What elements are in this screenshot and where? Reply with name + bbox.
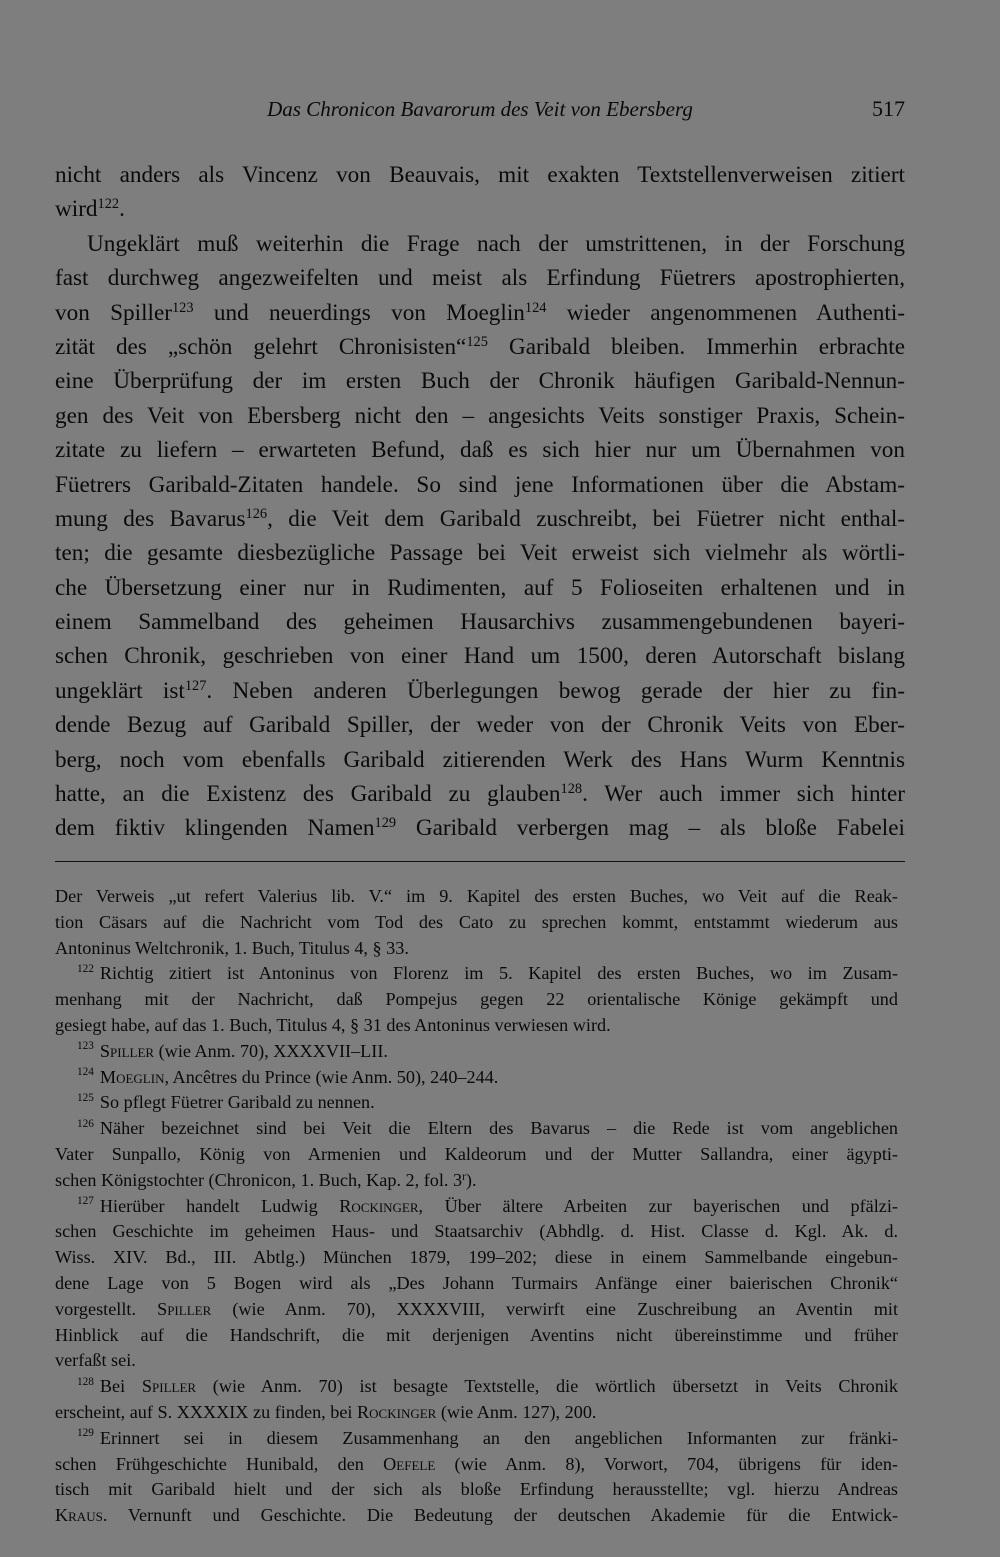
footnote-line: schen Frühgeschichte Hunibald, den Oefele (wie Anm. 8), Vorwort, 704, übrigens für iden- [55,1453,898,1474]
text-line: wird$^{122}$. [55,196,125,223]
footnote-126: $^{126}$ Näher bezeichnet sind bei Veit die Eltern des Bavarus – die Rede ist vom angeblichen [77,1117,898,1139]
text-line: fast durchweg angezweifelten und meist als Erfindung Füetrers apostrophierten, [55,265,905,292]
footnote-number: 129 [77,1427,94,1440]
footnote-ref: 122 [97,196,120,213]
footnote-line: vorgestellt. Spiller (wie Anm. 70), XXXXVIII, verwirft eine Zuschreibung an Aventin mit [55,1298,898,1319]
footnote-line: Wiss. XIV. Bd., III. Abtlg.) München 1879, 199–202; diese in einem Sammelbande eingebun- [55,1247,898,1268]
footnote-line: Hinblick auf die Handschrift, die mit derjenigen Aventins nicht übereinstimme und früher [55,1324,898,1345]
footnote-ref: 124 [524,299,547,316]
footnote-line: gesiegt habe, auf das 1. Buch, Titulus 4, § 31 des Antoninus verwiesen wird. [55,1014,611,1035]
author-name: Moeglin [99,1066,165,1087]
author-name: Kraus [55,1505,103,1526]
footnote-line: schen Geschichte im geheimen Haus- und Staatsarchiv (Abhdlg. d. Hist. Classe d. Kgl. Ak. d. [55,1221,898,1242]
footnote-number: 126 [77,1117,94,1130]
footnote-number: 123 [77,1040,94,1053]
running-title: Das Chronicon Bavarorum des Veit von Ebersberg [267,97,693,121]
footnote-ref: 128 [560,781,583,798]
footnote-127: $^{127}$ Hierüber handelt Ludwig Rockinger, Über ältere Arbeiten zur bayerischen und pfälzi- [77,1195,898,1216]
footnote-line: tion Cäsars auf die Nachricht vom Tod des Cato zu sprechen kommt, entstammt wiederum aus [55,911,898,932]
footnote-line: schen Königstochter (Chronicon, 1. Buch, Kap. 2, fol. 3$^r$). [55,1169,477,1190]
footnote-number: 124 [77,1066,94,1079]
text-line: zitate zu liefern – erwarteten Befund, daß es sich hier nur um Übernahmen von [55,437,905,464]
text-line: dem fiktiv klingenden Namen$^{129}$ Garibald verbergen mag – als bloße Fabelei [55,815,905,842]
footnote-122: $^{122}$ Richtig zitiert ist Antoninus von Florenz im 5. Kapitel des ersten Buches, wo im Zusam- [77,963,898,984]
text-line: von Spiller$^{123}$ und neuerdings von Moeglin$^{124}$ wieder angenommenen Authenti- [55,299,905,326]
footnote-ref: 129 [374,815,397,832]
page-number: 517 [872,96,905,121]
author-name: Spiller [157,1298,212,1319]
footnote-line: Vater Sunpallo, König von Armenien und Kaldeorum und der Mutter Sallandra, einer ägypti- [55,1143,898,1164]
text-line: eine Überprüfung der im ersten Buch der Chronik häufigen Garibald-Nennun- [55,368,905,395]
text-line: schen Chronik, geschrieben von einer Hand um 1500, deren Autorschaft bislang [55,643,905,670]
footnote-ref: 123 [171,299,194,316]
footnote-ref: 125 [466,334,488,351]
footnote-line: tisch mit Garibald hielt und der sich als bloße Erfindung herausstellte; vgl. hierzu Andreas [55,1479,898,1500]
footnote-ref: 126 [245,506,268,522]
footnote-line: menhang mit der Nachricht, daß Pompejus gegen 22 orientalische Könige gekämpft und [55,989,898,1010]
text-line: dende Bezug auf Garibald Spiller, der weder von der Chronik Veits von Eber- [55,712,905,739]
author-name: Spiller [141,1376,197,1397]
footnote-number: 122 [77,963,94,976]
author-name: Spiller [99,1040,155,1061]
text-line: che Übersetzung einer nur in Rudimenten, auf 5 Folioseiten erhaltenen und in [55,574,905,601]
text-line: einem Sammelband des geheimen Hausarchivs zusammengebundenen bayeri- [55,609,905,636]
text-line: zität des „schön gelehrt Chronisisten“$^{125}$ Garibald bleiben. Immerhin erbrachte [55,333,905,360]
footnotes [55,884,898,1529]
author-name: Oefele [383,1453,436,1474]
main-text [55,158,905,846]
footnote-line: Antoninus Weltchronik, 1. Buch, Titulus 4, § 33. [55,937,409,958]
text-line: Ungeklärt muß weiterhin die Frage nach der umstrittenen, in der Forschung [87,230,905,257]
footnote-128: $^{128}$ Bei Spiller (wie Anm. 70) ist besagte Textstelle, die wörtlich übersetzt in Veits Chronik [77,1375,898,1397]
text-line: ungeklärt ist$^{127}$. Neben anderen Überlegungen bewog gerade der hier zu fin- [55,677,905,704]
footnote-line: Kraus. Vernunft und Geschichte. Die Bedeutung der deutschen Akademie für die Entwick- [55,1505,898,1526]
footnote-line: Der Verweis „ut refert Valerius lib. V.“ im 9. Kapitel des ersten Buches, wo Veit auf die Reak- [55,886,898,906]
text-line: gen des Veit von Ebersberg nicht den – angesichts Veits sonstiger Praxis, Schein- [55,402,905,429]
footnote-line: erscheint, auf S. XXXXIX zu finden, bei Rockinger (wie Anm. 127), 200. [55,1401,597,1422]
footnote-number: 125 [77,1092,94,1105]
footnote-line: verfaßt sei. [55,1350,136,1371]
footnote-number: 128 [77,1375,94,1388]
footnote-123: $^{123}$ Spiller (wie Anm. 70), XXXXVII–LII. [77,1040,388,1061]
footnote-124: $^{124}$ Moeglin, Ancêtres du Prince (wie Anm. 50), 240–244. [77,1066,499,1087]
text-line: hatte, an die Existenz des Garibald zu glauben$^{128}$. Wer auch immer sich hinter [55,781,905,808]
text-line: berg, noch vom ebenfalls Garibald zitierenden Werk des Hans Wurm Kenntnis [55,746,905,773]
text-line: ten; die gesamte diesbezügliche Passage bei Veit erweist sich vielmehr als wörtli- [55,540,905,567]
footnote-125: $^{125}$ So pflegt Füetrer Garibald zu nennen. [77,1092,375,1113]
text-line: mung des Bavarus$^{126}$, die Veit dem Garibald zuschreibt, bei Füetrer nicht enthal- [55,505,905,532]
footnote-ref: 127 [184,677,207,694]
footnote-separator [55,861,905,862]
footnote-line: dene Lage von 5 Bogen wird als „Des Johann Turmairs Anfänge einer baierischen Chronik“ [55,1272,898,1293]
text-line: nicht anders als Vincenz von Beauvais, mit exakten Textstellenverweisen zitiert [55,162,905,188]
author-name: Rockinger [357,1401,437,1422]
text-line: Füetrers Garibald-Zitaten handele. So sind jene Informationen über die Abstam- [55,471,905,498]
author-name: Rockinger [339,1195,419,1216]
footnote-129: $^{129}$ Erinnert sei in diesem Zusammenhang an den angeblichen Informanten zur fränki- [77,1427,898,1448]
page-header [55,93,905,125]
footnote-number: 127 [77,1195,94,1208]
